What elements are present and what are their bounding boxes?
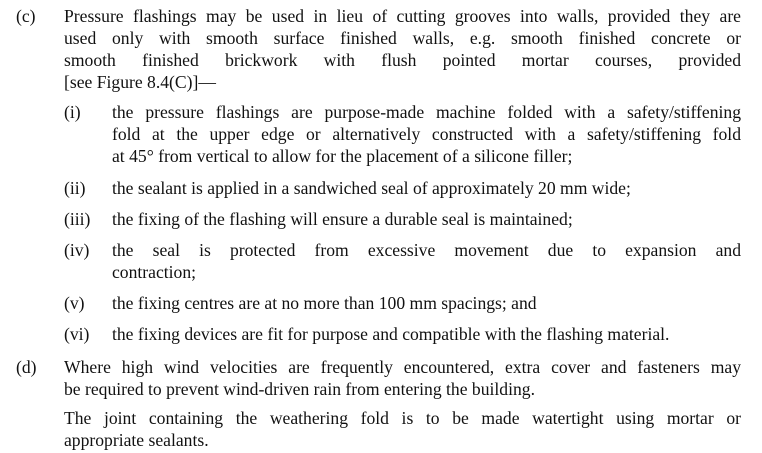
item-iii-marker: (iii): [64, 209, 91, 229]
closing-line-1: The joint containing the weathering fold is to be made watertight using mortar or: [64, 408, 741, 428]
item-vi-text: [112, 323, 741, 345]
clause-d-line-2: be required to prevent wind-driven rain from entering the building.: [64, 379, 535, 399]
item-v-line-1: the fixing centres are at no more than 100 mm spacings; and: [112, 293, 537, 313]
clause-c-line-2: used only with smooth surface finished walls, e.g. smooth finished concrete or: [64, 28, 741, 48]
item-v-marker: (v): [64, 293, 85, 313]
clause-d-line-1: Where high wind velocities are frequently encountered, extra cover and fasteners may: [64, 357, 741, 377]
item-ii-text: [112, 177, 741, 199]
clause-d-text: [64, 356, 741, 400]
item-iv-line-2: contraction;: [112, 262, 197, 282]
item-i-line-1: the pressure flashings are purpose-made machine folded with a safety/stiffening: [112, 102, 741, 122]
item-iv-line-1: the seal is protected from excessive movement due to expansion and: [112, 240, 741, 260]
clause-c-line-4: [see Figure 8.4(C)]—: [64, 72, 216, 92]
item-iii-text: [112, 208, 741, 230]
clause-c-line-1: Pressure flashings may be used in lieu of cutting grooves into walls, provided they are: [64, 6, 741, 26]
closing-line-2: appropriate sealants.: [64, 430, 209, 450]
clause-c-text: [64, 5, 741, 93]
clause-c-line-3: smooth finished brickwork with flush pointed mortar courses, provided: [64, 50, 741, 70]
item-iv-text: [112, 239, 741, 283]
item-i-text: [112, 101, 741, 167]
item-ii-marker: (ii): [64, 178, 86, 198]
item-vi-marker: (vi): [64, 324, 90, 344]
item-ii-line-1: the sealant is applied in a sandwiched seal of approximately 20 mm wide;: [112, 178, 631, 198]
clause-c-marker: (c): [16, 6, 36, 26]
item-i-marker: (i): [64, 102, 81, 122]
clause-d-marker: (d): [16, 357, 37, 377]
item-i-line-2: fold at the upper edge or alternatively constructed with a safety/stiffening fold: [112, 124, 741, 144]
item-iii-line-1: the fixing of the flashing will ensure a durable seal is maintained;: [112, 209, 573, 229]
item-iv-marker: (iv): [64, 240, 90, 260]
closing-text: [64, 407, 741, 451]
item-vi-line-1: the fixing devices are fit for purpose and compatible with the flashing material.: [112, 324, 670, 344]
item-i-line-3: at 45° from vertical to allow for the placement of a silicone filler;: [112, 146, 573, 166]
item-v-text: [112, 292, 741, 314]
